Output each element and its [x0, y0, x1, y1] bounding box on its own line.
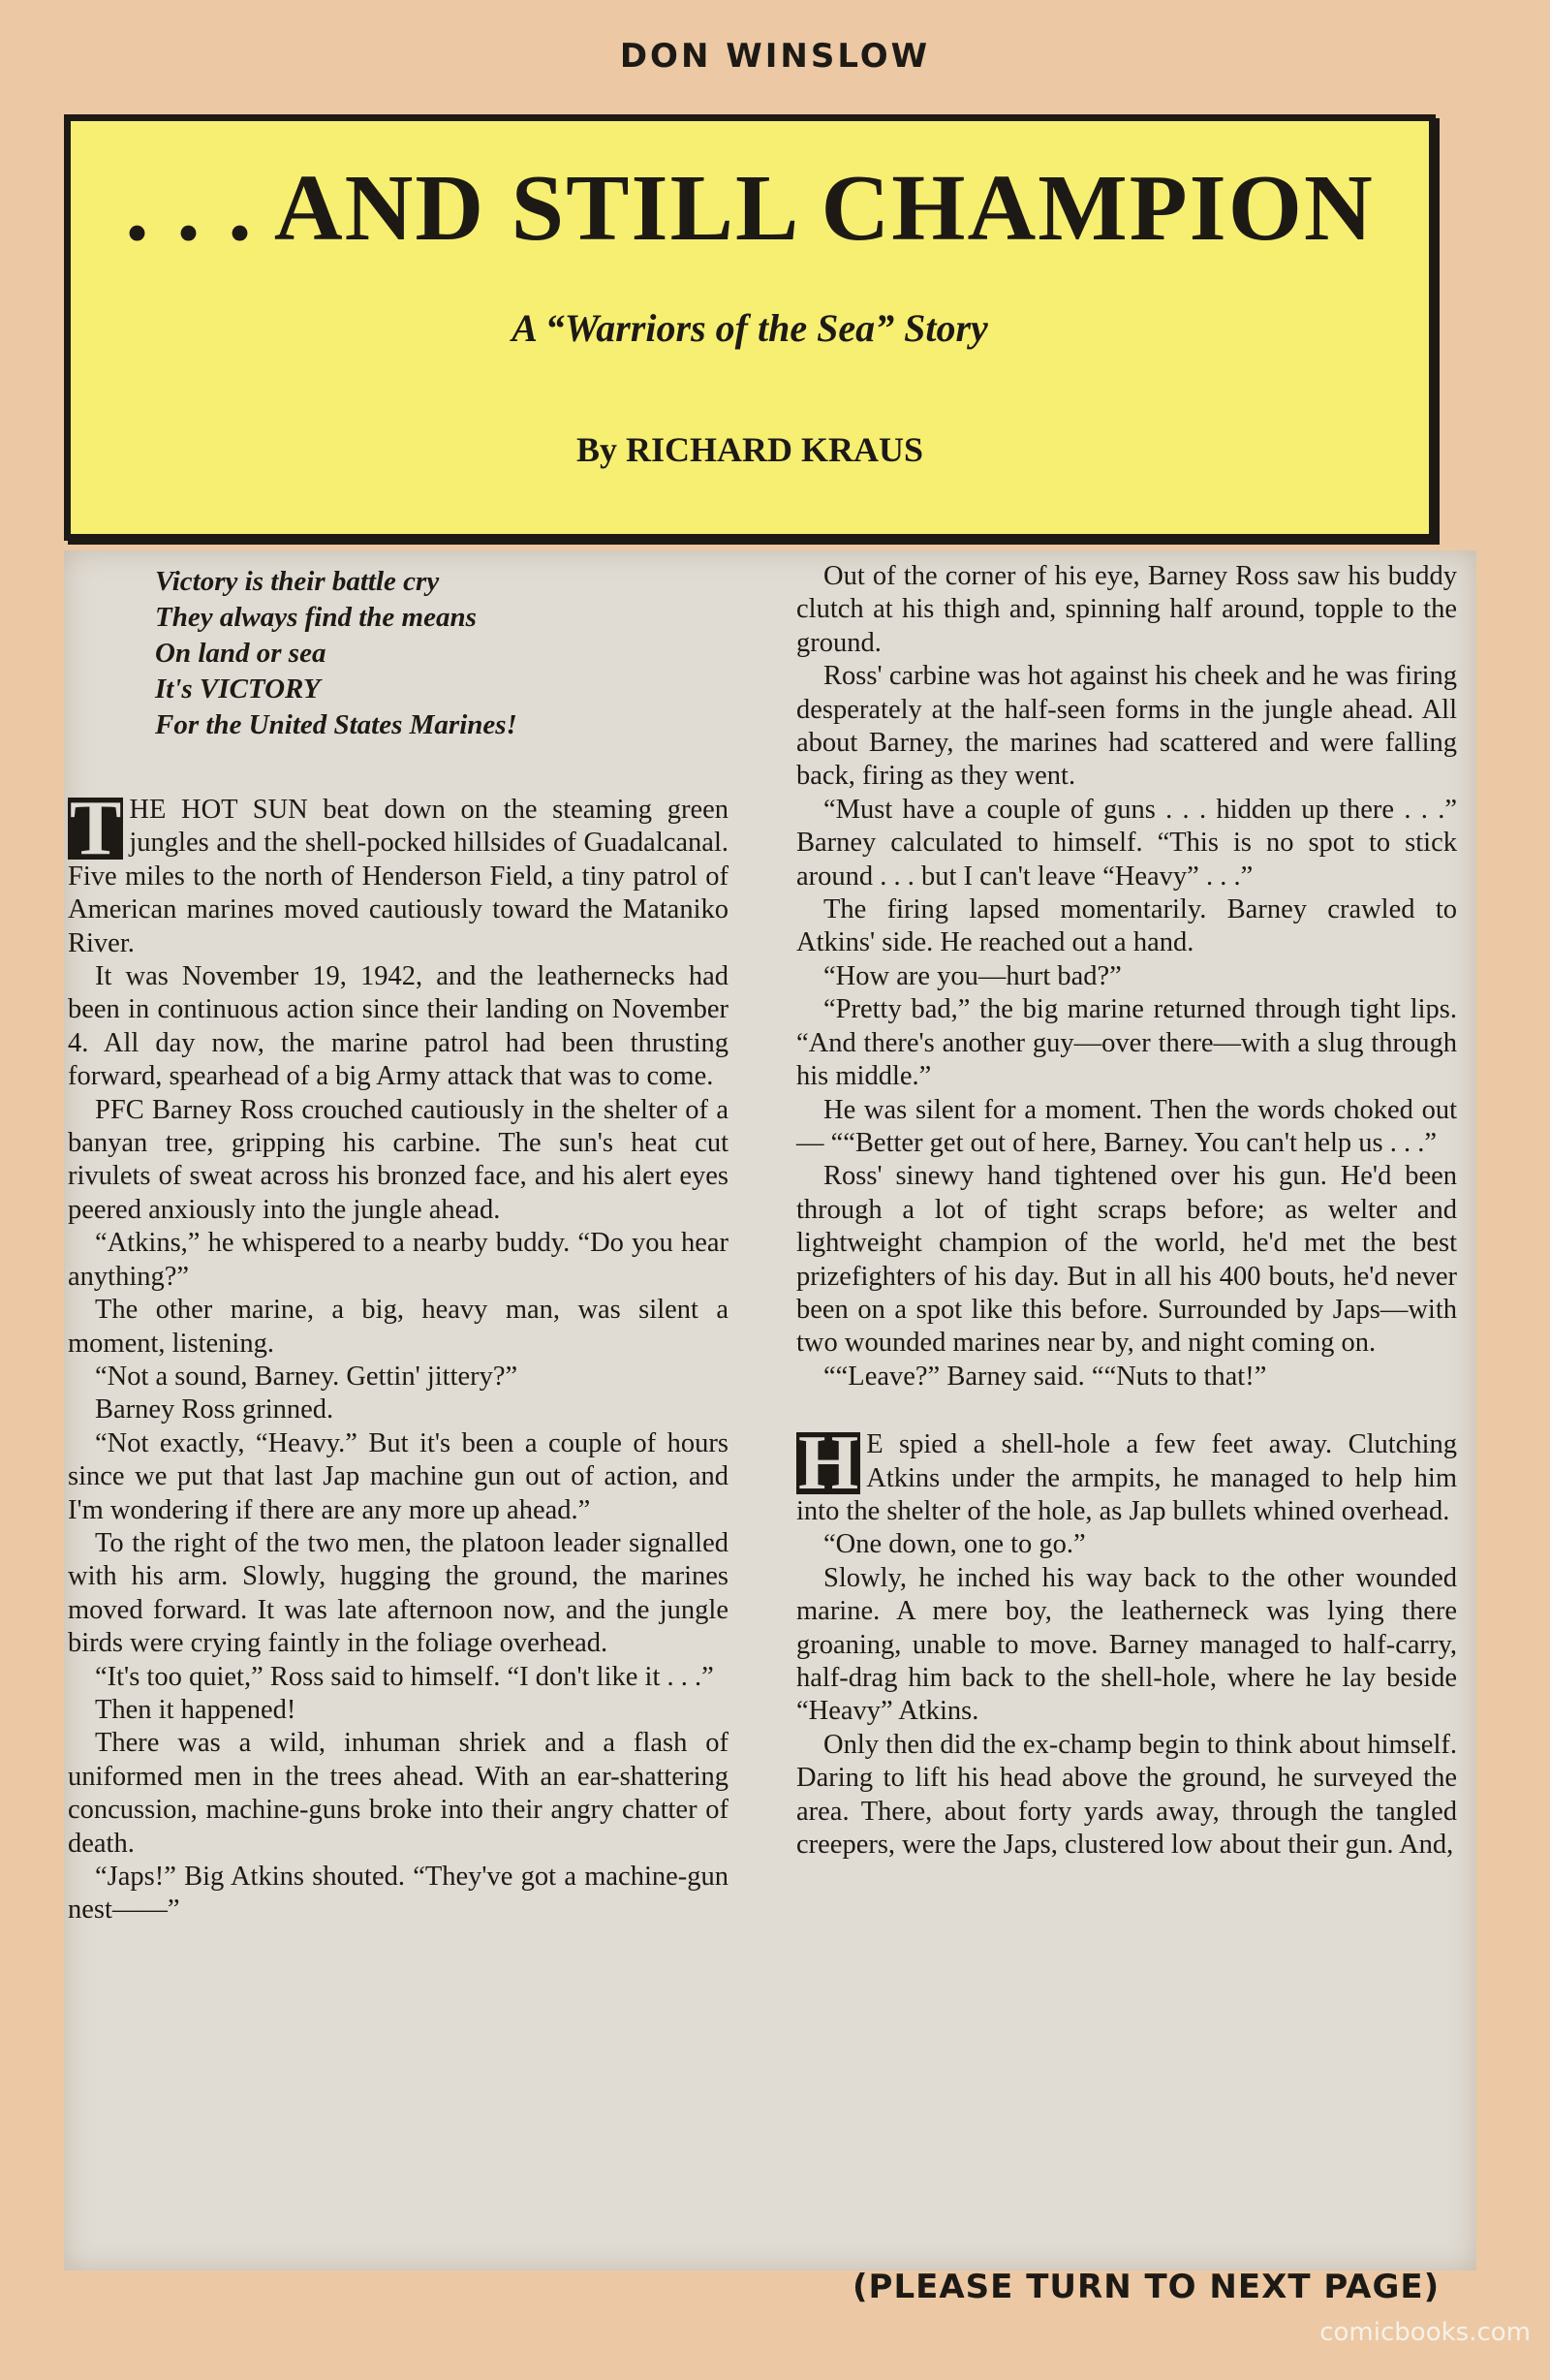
continued-note: (PLEASE TURN TO NEXT PAGE) [852, 2268, 1441, 2306]
story-subtitle: A “Warriors of the Sea” Story [512, 306, 988, 350]
paragraph: Barney Ross grinned. [95, 1394, 334, 1425]
paragraph: The firing lapsed momentarily. Barney crawled to Atkins' side. He reached out a hand. [796, 894, 1457, 958]
section-opening-text: E spied a shell-hole a few feet away. Clutching Atkins under the armpits, he managed to help him into the shelter of the hole, as Jap bullets whined overhead. [796, 1429, 1457, 1526]
paragraph: Then it happened! [95, 1694, 296, 1725]
drop-cap: T [70, 786, 122, 871]
poem-line: It's VICTORY [155, 673, 321, 705]
paragraph: “Pretty bad,” the big marine returned through tight lips. “And there's another guy—over there—with a slug through his middle.” [796, 994, 1457, 1092]
paragraph: “It's too quiet,” Ross said to himself. “I don't like it . . .” [95, 1661, 714, 1692]
paragraph: To the right of the two men, the platoon leader signalled with his arm. Slowly, hugging the ground, the marines moved forward. It was late afternoon now, and the jungle birds were crying faintly in the foliage overhead. [68, 1527, 728, 1659]
paragraph: The other marine, a big, heavy man, was silent a moment, listening. [68, 1295, 728, 1359]
running-header: DON WINSLOW [619, 37, 931, 76]
epigraph-poem [68, 564, 728, 743]
poem-line: Victory is their battle cry [155, 566, 440, 597]
right-column [796, 560, 1457, 1862]
paragraph: “Not exactly, “Heavy.” But it's been a couple of hours since we put that last Jap machine gun out of action, and I'm wondering if there are any more up ahead.” [68, 1427, 728, 1525]
story-title: . . . AND STILL CHAMPION [125, 156, 1375, 261]
poem-line: They always find the means [155, 602, 477, 633]
paragraph: Ross' carbine was hot against his cheek and he was firing desperately at the half-seen forms in the jungle ahead. All about Barney, the marines had scattered and were falling back, firing as they went. [796, 661, 1457, 792]
drop-cap: H [798, 1421, 859, 1507]
paragraph: “How are you—hurt bad?” [823, 960, 1122, 991]
paragraph: ““Leave?” Barney said. ““Nuts to that!” [823, 1361, 1267, 1392]
paragraph: It was November 19, 1942, and the leathernecks had been in continuous action since their landing on November 4. All day now, the marine patrol had been thrusting forward, spearhead of a big Army attack that was to come. [68, 961, 728, 1092]
opening-paragraph-text: HE HOT SUN beat down on the steaming green jungles and the shell-pocked hillsides of Guadalcanal. Five miles to the north of Henderson Field, a tiny patrol of American marines moved cautiously toward the Mataniko River. [68, 795, 728, 958]
paragraph: “Japs!” Big Atkins shouted. “They've got a machine-gun nest——” [68, 1862, 728, 1926]
watermark: comicbooks.com [1319, 2318, 1531, 2347]
paragraph: Ross' sinewy hand tightened over his gun. He'd been through a lot of tight scraps before; as welter and lightweight champion of the world, he'd met the best prizefighters of his day. But in all his 400 bouts, he'd never been on a spot like this before. Surrounded by Japs—with two wounded marines near by, and night coming on. [796, 1161, 1457, 1359]
paragraph: “Not a sound, Barney. Gettin' jittery?” [95, 1361, 518, 1392]
paragraph: There was a wild, inhuman shriek and a flash of uniformed men in the trees ahead. With an ear-shattering concussion, machine-guns broke into their angry chatter of death. [68, 1728, 728, 1859]
opening-paragraph [68, 786, 728, 960]
title-box [64, 114, 1436, 541]
paragraph: “One down, one to go.” [823, 1529, 1086, 1560]
paragraph: “Atkins,” he whispered to a nearby buddy. “Do you hear anything?” [68, 1228, 728, 1292]
paragraph: Slowly, he inched his way back to the other wounded marine. A mere boy, the leatherneck was lying there groaning, unable to move. Barney managed to half-carry, half-drag him back to the shell-hole, where he lay beside “Heavy” Atkins. [796, 1562, 1457, 1727]
paragraph: Only then did the ex-champ begin to think about himself. Daring to lift his head above the ground, he surveyed the area. There, about forty yards away, through the tangled creepers, were the Japs, clustered low about their gun. And, [796, 1729, 1457, 1861]
poem-line: For the United States Marines! [155, 709, 517, 740]
byline: By RICHARD KRAUS [575, 430, 924, 469]
paragraph: PFC Barney Ross crouched cautiously in the shelter of a banyan tree, gripping his carbine. The sun's heat cut rivulets of sweat across his bronzed face, and his alert eyes peered anxiously into the jungle ahead. [68, 1094, 728, 1225]
paragraph: Out of the corner of his eye, Barney Ross saw his buddy clutch at his thigh and, spinning half around, topple to the ground. [796, 561, 1457, 658]
paragraph: “Must have a couple of guns . . . hidden up there . . .” Barney calculated to himself. “This is no spot to stick around . . . but I can't leave “Heavy” . . .” [796, 794, 1457, 892]
paragraph: He was silent for a moment. Then the words choked out — ““Better get out of here, Barney. You can't help us . . .” [796, 1094, 1457, 1158]
section-opening-paragraph [796, 1421, 1457, 1528]
story-text-panel [64, 550, 1476, 2270]
left-column [68, 564, 728, 1927]
section-break [796, 1394, 1457, 1428]
poem-line: On land or sea [155, 638, 326, 669]
